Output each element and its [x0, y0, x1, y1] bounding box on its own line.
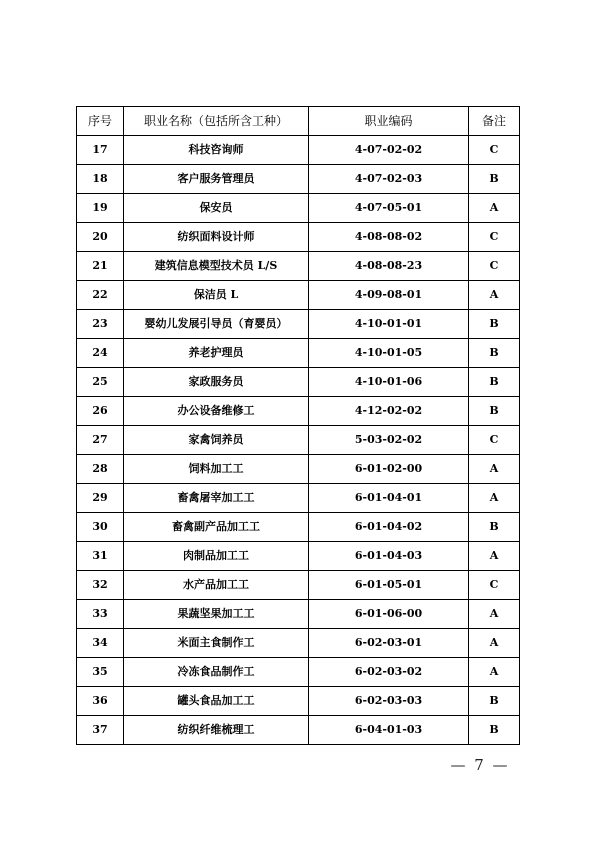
serial-number-cell: 32	[77, 571, 124, 600]
occupation-code-cell: 4-07-05-01	[309, 194, 469, 223]
table-row	[77, 397, 520, 426]
remark-cell: C	[469, 252, 520, 281]
occupation-name-cell: 纺织纤维梳理工	[124, 716, 309, 745]
remark-cell: A	[469, 629, 520, 658]
remark-cell: A	[469, 542, 520, 571]
remark-cell: C	[469, 223, 520, 252]
table-row	[77, 629, 520, 658]
occupation-code-cell: 6-01-05-01	[309, 571, 469, 600]
occupation-code-cell: 4-12-02-02	[309, 397, 469, 426]
header-occupation-code: 职业编码	[309, 107, 469, 136]
serial-number-cell: 26	[77, 397, 124, 426]
occupation-name-cell: 客户服务管理员	[124, 165, 309, 194]
occupation-name-cell: 米面主食制作工	[124, 629, 309, 658]
serial-number-cell: 28	[77, 455, 124, 484]
occupation-name-cell: 饲料加工工	[124, 455, 309, 484]
occupation-name-cell: 水产品加工工	[124, 571, 309, 600]
remark-cell: B	[469, 397, 520, 426]
occupation-name-cell: 养老护理员	[124, 339, 309, 368]
occupation-name-cell: 家政服务员	[124, 368, 309, 397]
occupation-code-cell: 6-02-03-01	[309, 629, 469, 658]
serial-number-cell: 34	[77, 629, 124, 658]
table-row	[77, 513, 520, 542]
occupation-code-cell: 6-01-06-00	[309, 600, 469, 629]
occupation-name-cell: 罐头食品加工工	[124, 687, 309, 716]
table-row	[77, 426, 520, 455]
occupation-code-cell: 6-01-04-02	[309, 513, 469, 542]
table-row	[77, 716, 520, 745]
occupation-code-cell: 4-10-01-01	[309, 310, 469, 339]
table-row	[77, 223, 520, 252]
occupation-code-cell: 6-02-03-03	[309, 687, 469, 716]
table-row	[77, 571, 520, 600]
remark-cell: B	[469, 339, 520, 368]
occupation-name-cell: 办公设备维修工	[124, 397, 309, 426]
table-row	[77, 281, 520, 310]
serial-number-cell: 35	[77, 658, 124, 687]
occupation-code-cell: 4-10-01-05	[309, 339, 469, 368]
occupation-name-cell: 肉制品加工工	[124, 542, 309, 571]
table-row	[77, 484, 520, 513]
occupation-code-cell: 4-07-02-03	[309, 165, 469, 194]
occupation-name-cell: 畜禽副产品加工工	[124, 513, 309, 542]
occupation-name-cell: 家禽饲养员	[124, 426, 309, 455]
remark-cell: B	[469, 165, 520, 194]
header-serial-number: 序号	[77, 107, 124, 136]
table-header-row	[77, 107, 520, 136]
remark-cell: B	[469, 513, 520, 542]
serial-number-cell: 19	[77, 194, 124, 223]
table-row	[77, 194, 520, 223]
occupation-name-cell: 纺织面料设计师	[124, 223, 309, 252]
table-row	[77, 687, 520, 716]
table-body	[77, 136, 520, 745]
serial-number-cell: 29	[77, 484, 124, 513]
occupation-code-cell: 4-07-02-02	[309, 136, 469, 165]
header-occupation-name: 职业名称（包括所含工种）	[124, 107, 309, 136]
remark-cell: A	[469, 600, 520, 629]
serial-number-cell: 17	[77, 136, 124, 165]
occupation-code-cell: 6-04-01-03	[309, 716, 469, 745]
occupation-code-cell: 4-08-08-23	[309, 252, 469, 281]
serial-number-cell: 31	[77, 542, 124, 571]
remark-cell: C	[469, 426, 520, 455]
table-row	[77, 368, 520, 397]
occupation-code-cell: 5-03-02-02	[309, 426, 469, 455]
serial-number-cell: 30	[77, 513, 124, 542]
occupation-code-cell: 4-08-08-02	[309, 223, 469, 252]
header-remark: 备注	[469, 107, 520, 136]
serial-number-cell: 33	[77, 600, 124, 629]
remark-cell: A	[469, 455, 520, 484]
page-number: — 7 —	[450, 756, 510, 774]
serial-number-cell: 22	[77, 281, 124, 310]
table-row	[77, 542, 520, 571]
serial-number-cell: 18	[77, 165, 124, 194]
serial-number-cell: 20	[77, 223, 124, 252]
table-row	[77, 339, 520, 368]
remark-cell: C	[469, 571, 520, 600]
table-row	[77, 658, 520, 687]
occupation-name-cell: 畜禽屠宰加工工	[124, 484, 309, 513]
remark-cell: A	[469, 281, 520, 310]
remark-cell: B	[469, 310, 520, 339]
occupation-name-cell: 保洁员 L	[124, 281, 309, 310]
occupation-code-cell: 4-10-01-06	[309, 368, 469, 397]
occupation-table	[76, 106, 520, 745]
occupation-code-cell: 6-01-04-01	[309, 484, 469, 513]
occupation-name-cell: 建筑信息模型技术员 L/S	[124, 252, 309, 281]
occupation-code-cell: 6-01-02-00	[309, 455, 469, 484]
remark-cell: B	[469, 716, 520, 745]
table-row	[77, 136, 520, 165]
remark-cell: B	[469, 368, 520, 397]
table-row	[77, 252, 520, 281]
serial-number-cell: 25	[77, 368, 124, 397]
occupation-code-cell: 6-02-03-02	[309, 658, 469, 687]
occupation-name-cell: 婴幼儿发展引导员（育婴员）	[124, 310, 309, 339]
remark-cell: A	[469, 484, 520, 513]
serial-number-cell: 36	[77, 687, 124, 716]
table-row	[77, 165, 520, 194]
occupation-name-cell: 保安员	[124, 194, 309, 223]
serial-number-cell: 37	[77, 716, 124, 745]
serial-number-cell: 21	[77, 252, 124, 281]
table-row	[77, 600, 520, 629]
remark-cell: A	[469, 194, 520, 223]
occupation-name-cell: 冷冻食品制作工	[124, 658, 309, 687]
occupation-code-cell: 6-01-04-03	[309, 542, 469, 571]
remark-cell: A	[469, 658, 520, 687]
occupation-code-cell: 4-09-08-01	[309, 281, 469, 310]
remark-cell: B	[469, 687, 520, 716]
occupation-name-cell: 果蔬坚果加工工	[124, 600, 309, 629]
serial-number-cell: 24	[77, 339, 124, 368]
table-row	[77, 455, 520, 484]
remark-cell: C	[469, 136, 520, 165]
occupation-name-cell: 科技咨询师	[124, 136, 309, 165]
serial-number-cell: 23	[77, 310, 124, 339]
table-row	[77, 310, 520, 339]
serial-number-cell: 27	[77, 426, 124, 455]
